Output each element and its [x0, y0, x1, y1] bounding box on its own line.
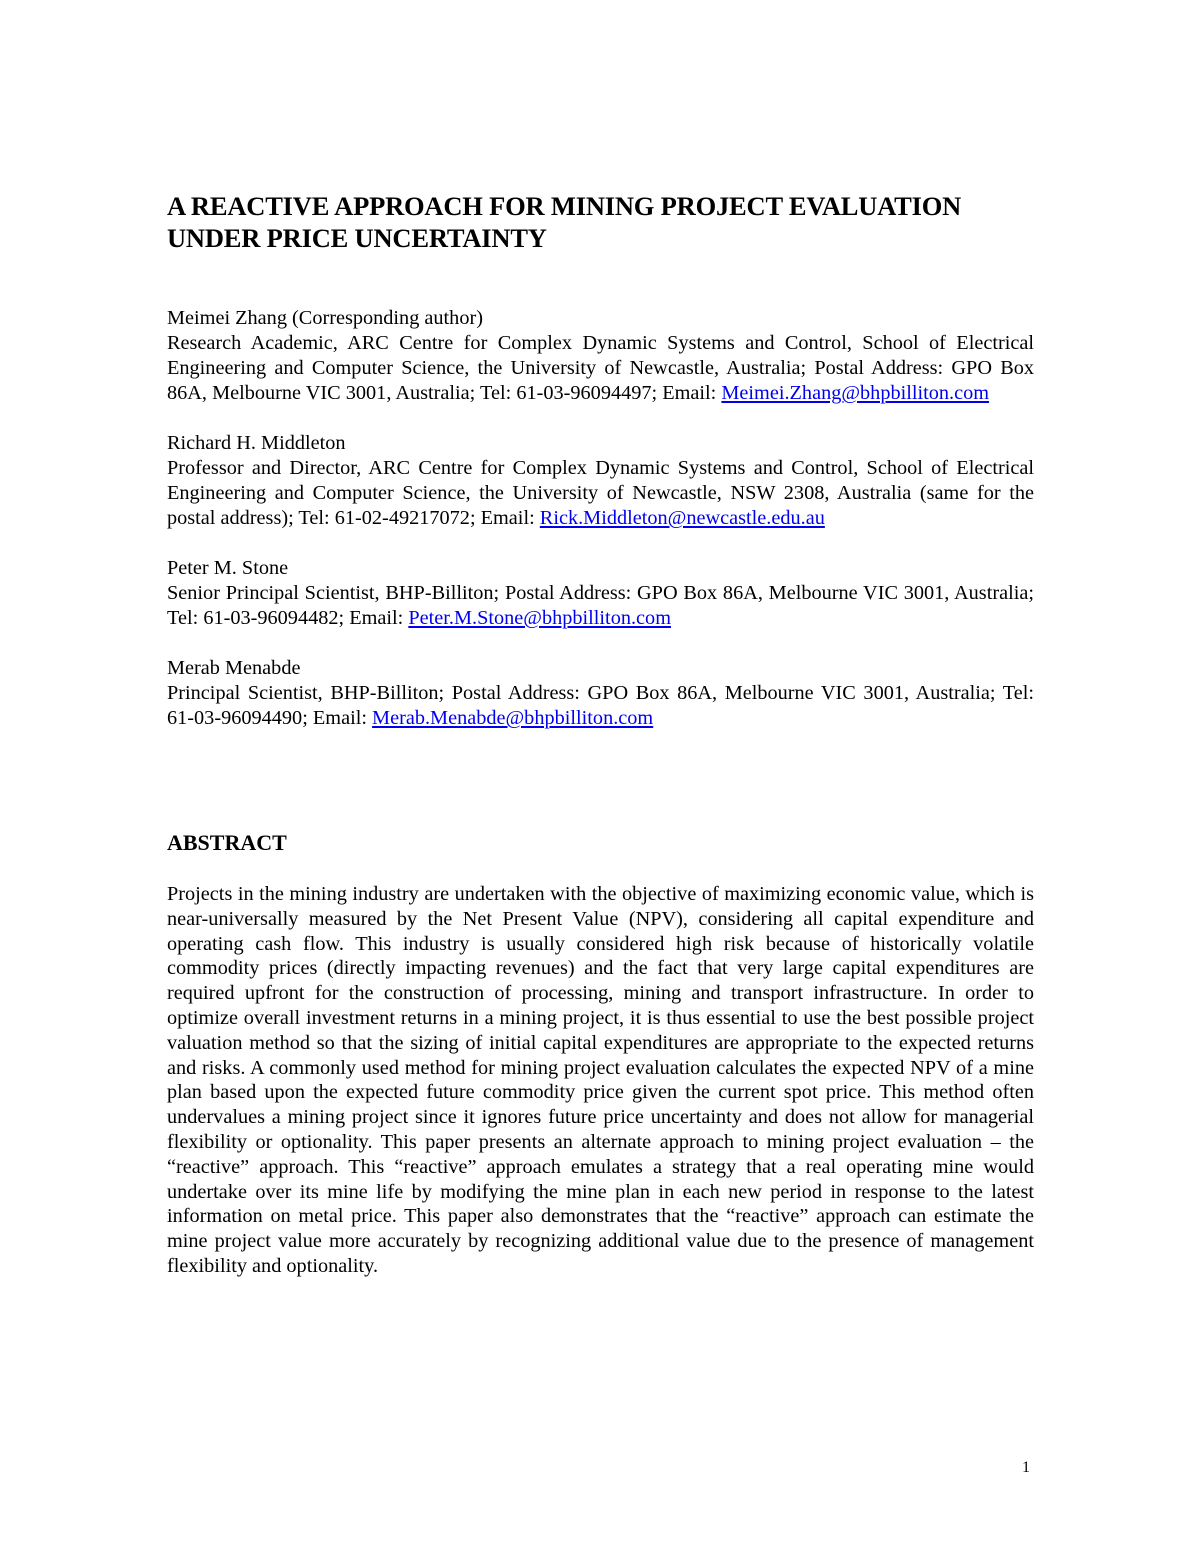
author-name: Merab Menabde: [167, 657, 301, 679]
paper-title-line-1: A REACTIVE APPROACH FOR MINING PROJECT EVALUATION: [167, 191, 962, 221]
author-email-link[interactable]: Peter.M.Stone@bhpbilliton.com: [408, 607, 671, 629]
author-email-link[interactable]: Rick.Middleton@newcastle.edu.au: [539, 507, 825, 529]
author-block: [167, 306, 1034, 406]
author-name: Richard H. Middleton: [167, 432, 346, 454]
author-name: Meimei Zhang (Corresponding author): [167, 307, 483, 329]
paper-title: [167, 190, 1034, 254]
paper-page: [167, 190, 1034, 1277]
author-affiliation: Research Academic, ARC Centre for Complex Dynamic Systems and Control, School of Electrical Engineering and Computer Science, the University of Newcastle, Australia; Postal Address: GPO Box 86A, Melbourne VIC 3001, Australia; Tel: 61-03-96094497; Email:: [167, 332, 1034, 404]
author-list: [167, 306, 1034, 731]
paper-title-line-2: UNDER PRICE UNCERTAINTY: [167, 223, 547, 253]
author-affiliation: Principal Scientist, BHP-Billiton; Postal Address: GPO Box 86A, Melbourne VIC 3001, Australia; Tel: 61-03-96094490; Email:: [167, 682, 1034, 729]
author-email-link[interactable]: Meimei.Zhang@bhpbilliton.com: [721, 382, 990, 404]
abstract-body: Projects in the mining industry are undertaken with the objective of maximizing economic value, which is near-universally measured by the Net Present Value (NPV), considering all capital expenditure and operating cash flow. This industry is usually considered high risk because of historically volatile commodity prices (directly impacting revenues) and the fact that very large capital expenditures are required upfront for the construction of processing, mining and transport infrastructure. In order to optimize overall investment returns in a mining project, it is thus essential to use the best possible project valuation method so that the sizing of initial capital expenditures are appropriate to the expected returns and risks. A commonly used method for mining project evaluation calculates the expected NPV of a mine plan based upon the expected future commodity price given the current spot price. This method often undervalues a mining project since it ignores future price uncertainty and does not allow for managerial flexibility or optionality. This paper presents an alternate approach to mining project evaluation – the “reactive” approach. This “reactive” approach emulates a strategy that a real operating mine would undertake over its mine life by modifying the mine plan in each new period in response to the latest information on metal price. This paper also demonstrates that the “reactive” approach can estimate the mine project value more accurately by recognizing additional value due to the presence of management flexibility and optionality.: [167, 883, 1034, 1277]
author-affiliation: Senior Principal Scientist, BHP-Billiton; Postal Address: GPO Box 86A, Melbourne VIC 3001, Australia; Tel: 61-03-96094482; Email:: [167, 582, 1034, 629]
abstract-heading: ABSTRACT: [167, 830, 287, 855]
author-email-link[interactable]: Merab.Menabde@bhpbilliton.com: [372, 707, 654, 729]
author-block: [167, 556, 1034, 631]
author-block: [167, 431, 1034, 531]
author-block: [167, 656, 1034, 731]
author-name: Peter M. Stone: [167, 557, 289, 579]
page-number: 1: [1022, 1459, 1030, 1476]
author-affiliation: Professor and Director, ARC Centre for Complex Dynamic Systems and Control, School of Electrical Engineering and Computer Science, the University of Newcastle, NSW 2308, Australia (same for the postal address); Tel: 61-02-49217072; Email:: [167, 457, 1034, 529]
